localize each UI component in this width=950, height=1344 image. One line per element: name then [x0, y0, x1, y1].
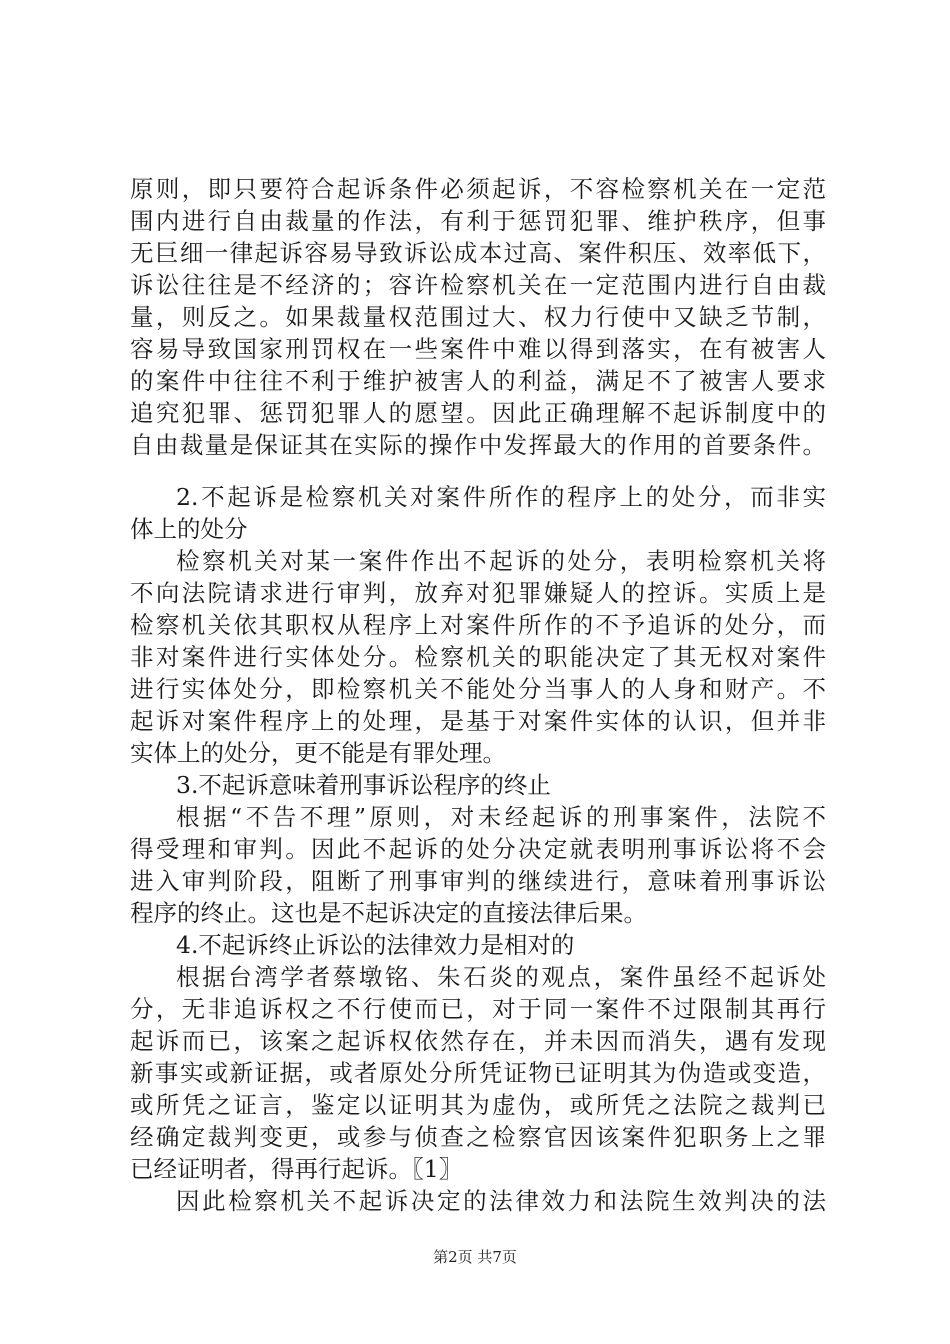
text-line: 根据台湾学者蔡墩铭、朱石炎的观点，案件虽经不起诉处	[176, 963, 826, 991]
paragraph	[130, 545, 826, 769]
text-line: 起诉对案件程序上的处理，是基于对案件实体的认识，但并非	[130, 707, 826, 735]
text-line: 追究犯罪、惩罚犯罪人的愿望。因此正确理解不起诉制度中的	[130, 399, 826, 427]
paragraph	[130, 173, 826, 461]
paragraph-gap	[130, 461, 826, 481]
section-heading	[130, 481, 826, 545]
text-line: 经确定裁判变更，或参与侦查之检察官因该案件犯职务上之罪	[130, 1123, 826, 1151]
heading-line: 4.不起诉终止诉讼的法律效力是相对的	[176, 931, 575, 959]
page-number-label: 第2页 共7页	[433, 1248, 517, 1266]
text-line: 起诉而已，该案之起诉权依然存在，并未因而消失，遇有发现	[130, 1027, 826, 1055]
text-line: 根据“不告不理”原则，对未经起诉的刑事案件，法院不	[176, 803, 826, 831]
text-line: 或所凭之证言，鉴定以证明其为虚伪，或所凭之法院之裁判已	[130, 1091, 826, 1119]
page-footer	[0, 1247, 950, 1267]
text-line: 程序的终止。这也是不起诉决定的直接法律后果。	[130, 899, 647, 927]
text-line: 无巨细一律起诉容易导致诉讼成本过高、案件积压、效率低下，	[130, 239, 826, 267]
text-line: 围内进行自由裁量的作法，有利于惩罚犯罪、维护秩序，但事	[130, 207, 826, 235]
text-line: 不向法院请求进行审判，放弃对犯罪嫌疑人的控诉。实质上是	[130, 579, 826, 607]
text-line: 量，则反之。如果裁量权范围过大、权力行使中又缺乏节制，	[130, 303, 826, 331]
paragraph	[130, 801, 826, 929]
text-line: 非对案件进行实体处分。检察机关的职能决定了其无权对案件	[130, 643, 826, 671]
text-line: 检察机关对某一案件作出不起诉的处分，表明检察机关将	[176, 547, 826, 575]
text-line: 容易导致国家刑罚权在一些案件中难以得到落实，在有被害人	[130, 335, 826, 363]
heading-line: 体上的处分	[130, 515, 248, 543]
text-line: 进入审判阶段，阻断了刑事审判的继续进行，意味着刑事诉讼	[130, 867, 826, 895]
text-line: 原则，即只要符合起诉条件必须起诉，不容检察机关在一定范	[130, 175, 826, 203]
text-line: 诉讼往往是不经济的；容许检察机关在一定范围内进行自由裁	[130, 271, 826, 299]
text-line: 的案件中往往不利于维护被害人的利益，满足不了被害人要求	[130, 367, 826, 395]
text-line: 进行实体处分，即检察机关不能处分当事人的人身和财产。不	[130, 675, 826, 703]
section-heading	[130, 769, 826, 801]
text-line: 已经证明者，得再行起诉。〖1〗	[130, 1155, 463, 1183]
text-line: 检察机关依其职权从程序上对案件所作的不予追诉的处分，而	[130, 611, 826, 639]
text-line: 分，无非追诉权之不行使而已，对于同一案件不过限制其再行	[130, 995, 826, 1023]
document-body	[130, 173, 826, 1217]
paragraph	[130, 961, 826, 1185]
section-heading	[130, 929, 826, 961]
text-line: 自由裁量是保证其在实际的操作中发挥最大的作用的首要条件。	[130, 431, 826, 459]
text-line: 新事实或新证据，或者原处分所凭证物已证明其为伪造或变造，	[130, 1059, 826, 1087]
text-line: 实体上的处分，更不能是有罪处理。	[130, 739, 506, 767]
heading-line: 3.不起诉意味着刑事诉讼程序的终止	[176, 771, 551, 799]
text-line: 因此检察机关不起诉决定的法律效力和法院生效判决的法	[176, 1187, 826, 1215]
paragraph	[130, 1185, 826, 1217]
text-line: 得受理和审判。因此不起诉的处分决定就表明刑事诉讼将不会	[130, 835, 826, 863]
heading-line: 2.不起诉是检察机关对案件所作的程序上的处分，而非实	[176, 483, 826, 511]
